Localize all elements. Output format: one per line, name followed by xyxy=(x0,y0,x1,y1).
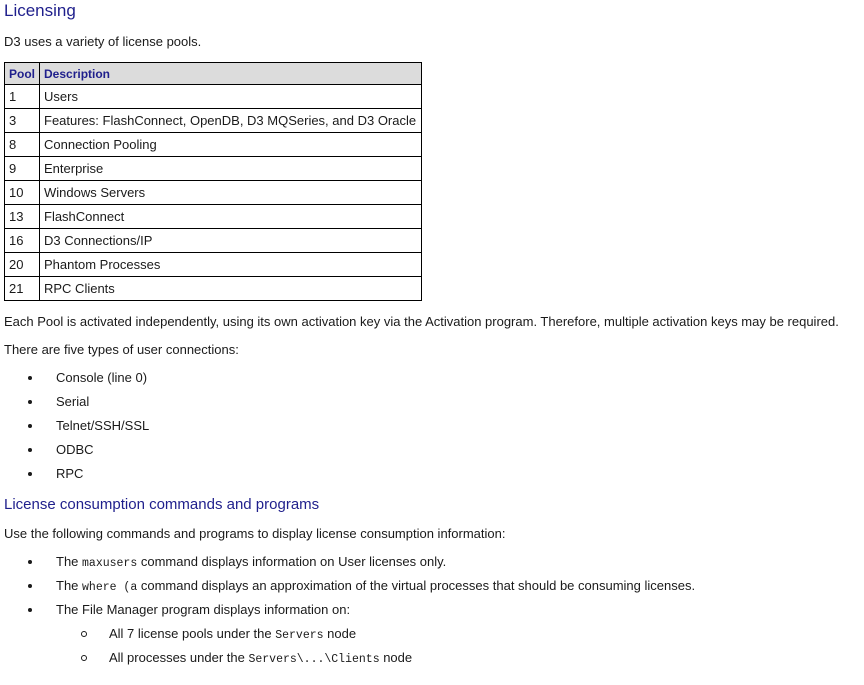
text-fragment: The xyxy=(56,578,83,593)
bullet-icon xyxy=(28,424,32,428)
list-item-text: Telnet/SSH/SSL xyxy=(56,418,150,433)
pool-cell: 20 xyxy=(5,253,40,277)
description-cell: Users xyxy=(40,85,422,109)
circle-bullet-icon xyxy=(81,631,87,637)
list-item xyxy=(4,578,695,602)
bullet-icon xyxy=(28,584,32,588)
servers-node: Servers xyxy=(275,629,324,642)
column-header-pool: Pool xyxy=(5,63,40,85)
circle-bullet-icon xyxy=(81,655,87,661)
text-fragment: The xyxy=(56,554,83,569)
list-item-text: RPC xyxy=(56,466,84,481)
table-row xyxy=(5,181,422,205)
table-row xyxy=(5,157,422,181)
pool-cell: 8 xyxy=(5,133,40,157)
bullet-icon xyxy=(28,472,32,476)
commands-list xyxy=(4,554,695,674)
bullet-icon xyxy=(28,376,32,380)
description-cell: FlashConnect xyxy=(40,205,422,229)
pool-cell: 13 xyxy=(5,205,40,229)
list-item-text: ODBC xyxy=(56,442,94,457)
pool-cell: 10 xyxy=(5,181,40,205)
list-item xyxy=(4,466,149,490)
pool-cell: 16 xyxy=(5,229,40,253)
bullet-icon xyxy=(28,560,32,564)
pool-cell: 9 xyxy=(5,157,40,181)
license-pools-table xyxy=(4,62,422,301)
description-cell: Connection Pooling xyxy=(40,133,422,157)
text-fragment: command displays an approximation of the virtual processes that should be consuming licenses. xyxy=(137,578,696,593)
bullet-icon xyxy=(28,400,32,404)
list-item-text: Serial xyxy=(56,394,90,409)
table-row xyxy=(5,253,422,277)
list-item xyxy=(4,394,149,418)
page-title: Licensing xyxy=(4,1,76,20)
table-row xyxy=(5,229,422,253)
text-fragment: All processes under the xyxy=(109,650,249,665)
bullet-icon xyxy=(28,448,32,452)
sub-list-item xyxy=(4,650,695,674)
description-cell: D3 Connections/IP xyxy=(40,229,422,253)
table-row xyxy=(5,133,422,157)
list-item xyxy=(4,602,695,626)
list-item xyxy=(4,370,149,394)
description-cell: Features: FlashConnect, OpenDB, D3 MQSeries, and D3 Oracle xyxy=(40,109,422,133)
list-item xyxy=(4,418,149,442)
description-cell: Phantom Processes xyxy=(40,253,422,277)
description-cell: Enterprise xyxy=(40,157,422,181)
sub-list-item xyxy=(4,626,695,650)
table-row xyxy=(5,277,422,301)
list-item xyxy=(4,554,695,578)
bullet-icon xyxy=(28,608,32,612)
pool-cell: 1 xyxy=(5,85,40,109)
table-row xyxy=(5,85,422,109)
section-heading: License consumption commands and programs xyxy=(4,496,320,513)
where-command: where (a xyxy=(82,581,138,594)
description-cell: Windows Servers xyxy=(40,181,422,205)
table-header-row xyxy=(5,63,422,85)
connection-types-list xyxy=(4,370,149,490)
text-fragment: All 7 license pools under the xyxy=(109,626,276,641)
pool-cell: 21 xyxy=(5,277,40,301)
table-row xyxy=(5,205,422,229)
activation-note: Each Pool is activated independently, using its own activation key via the Activation program. Therefore, multiple activation keys may be required. xyxy=(4,314,839,329)
commands-intro: Use the following commands and programs to display license consumption information: xyxy=(4,526,506,541)
connections-intro: There are five types of user connections: xyxy=(4,342,239,357)
list-item-text: The File Manager program displays information on: xyxy=(56,602,351,617)
description-cell: RPC Clients xyxy=(40,277,422,301)
list-item-text: Console (line 0) xyxy=(56,370,148,385)
text-fragment: command displays information on User licenses only. xyxy=(137,554,447,569)
intro-text: D3 uses a variety of license pools. xyxy=(4,34,202,49)
clients-node-path: Servers\...\Clients xyxy=(248,653,380,666)
maxusers-command: maxusers xyxy=(82,557,138,570)
column-header-description: Description xyxy=(40,63,422,85)
pool-cell: 3 xyxy=(5,109,40,133)
table-row xyxy=(5,109,422,133)
list-item xyxy=(4,442,149,466)
text-fragment: node xyxy=(379,650,413,665)
text-fragment: node xyxy=(323,626,357,641)
